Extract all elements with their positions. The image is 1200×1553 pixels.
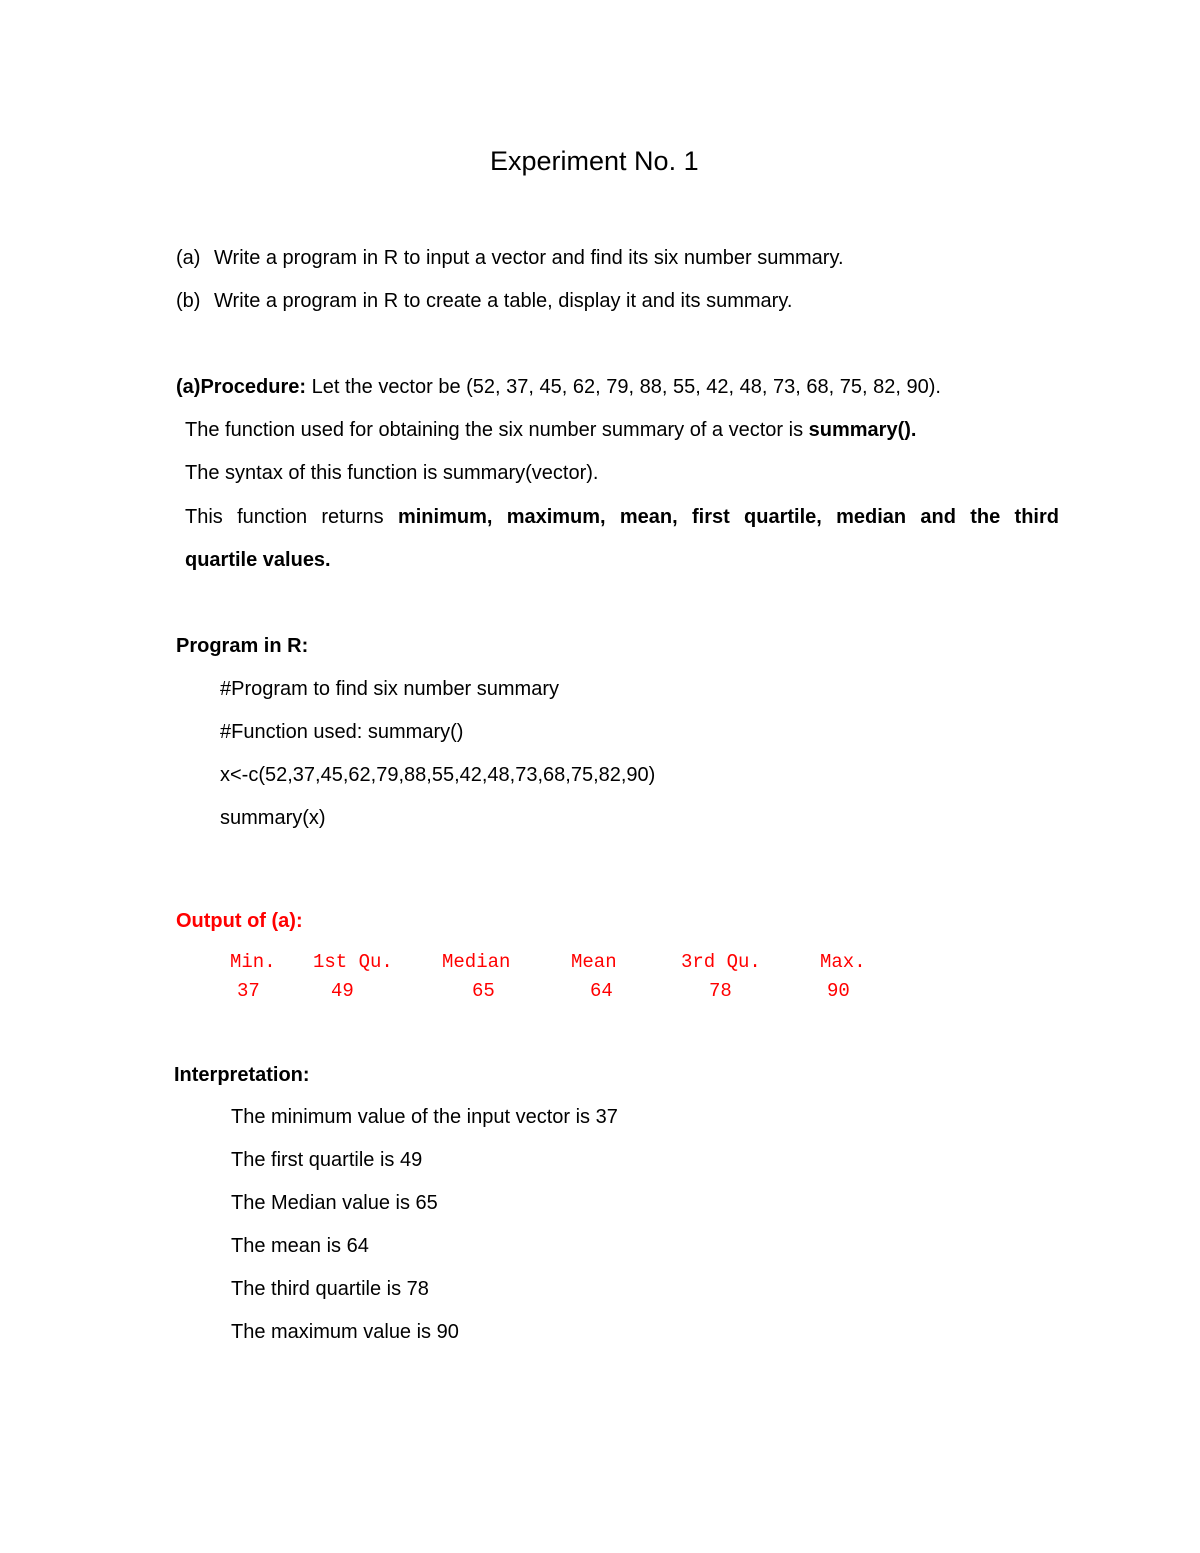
function-line xyxy=(185,418,916,442)
procedure-intro: Let the vector be (52, 37, 45, 62, 79, 88, 55, 42, 48, 73, 68, 75, 82, 90). xyxy=(311,376,941,398)
code-line: #Function used: summary() xyxy=(220,721,464,743)
output-header-mean: Mean xyxy=(571,951,617,973)
returns-line xyxy=(185,505,1059,529)
question-a xyxy=(176,246,844,270)
output-value-max: 90 xyxy=(827,980,850,1002)
interpretation-line: The maximum value is 90 xyxy=(231,1321,459,1343)
returns-list: minimum, maximum, mean, first quartile, median and the third xyxy=(397,506,1059,528)
output-header-median: Median xyxy=(442,951,511,973)
output-value-q1: 49 xyxy=(331,980,354,1002)
output-value-mean: 64 xyxy=(590,980,613,1002)
output-header-min: Min. xyxy=(230,951,276,973)
interpretation-line: The mean is 64 xyxy=(231,1235,369,1257)
output-header-q3: 3rd Qu. xyxy=(681,951,761,973)
procedure-heading: (a)Procedure: xyxy=(176,376,307,398)
interpretation-line: The third quartile is 78 xyxy=(231,1278,429,1300)
function-name: summary(). xyxy=(808,419,917,441)
procedure-line xyxy=(176,375,941,399)
output-value-min: 37 xyxy=(237,980,260,1002)
output-header-max: Max. xyxy=(820,951,866,973)
question-a-text: Write a program in R to input a vector and find its six number summary. xyxy=(214,247,844,269)
interpretation-line: The minimum value of the input vector is 37 xyxy=(231,1106,618,1128)
code-line: summary(x) xyxy=(220,807,326,829)
output-value-q3: 78 xyxy=(709,980,732,1002)
returns-tail: quartile values. xyxy=(185,549,331,571)
function-line-text: The function used for obtaining the six number summary of a vector is xyxy=(185,419,804,441)
syntax-line: The syntax of this function is summary(vector). xyxy=(185,462,599,484)
program-heading: Program in R: xyxy=(176,635,309,657)
output-value-median: 65 xyxy=(472,980,495,1002)
returns-prefix: This function returns xyxy=(185,506,384,528)
page-title: Experiment No. 1 xyxy=(490,146,699,176)
question-b-text: Write a program in R to create a table, display it and its summary. xyxy=(214,290,793,312)
code-line: #Program to find six number summary xyxy=(220,678,560,700)
output-header-q1: 1st Qu. xyxy=(313,951,393,973)
interpretation-line: The Median value is 65 xyxy=(231,1192,438,1214)
question-b-label: (b) xyxy=(176,290,201,312)
code-line: x<-c(52,37,45,62,79,88,55,42,48,73,68,75,82,90) xyxy=(220,764,656,786)
interpretation-heading: Interpretation: xyxy=(174,1064,310,1086)
output-heading: Output of (a): xyxy=(176,910,303,932)
question-a-label: (a) xyxy=(176,247,201,269)
interpretation-line: The first quartile is 49 xyxy=(231,1149,423,1171)
question-b xyxy=(176,289,792,313)
